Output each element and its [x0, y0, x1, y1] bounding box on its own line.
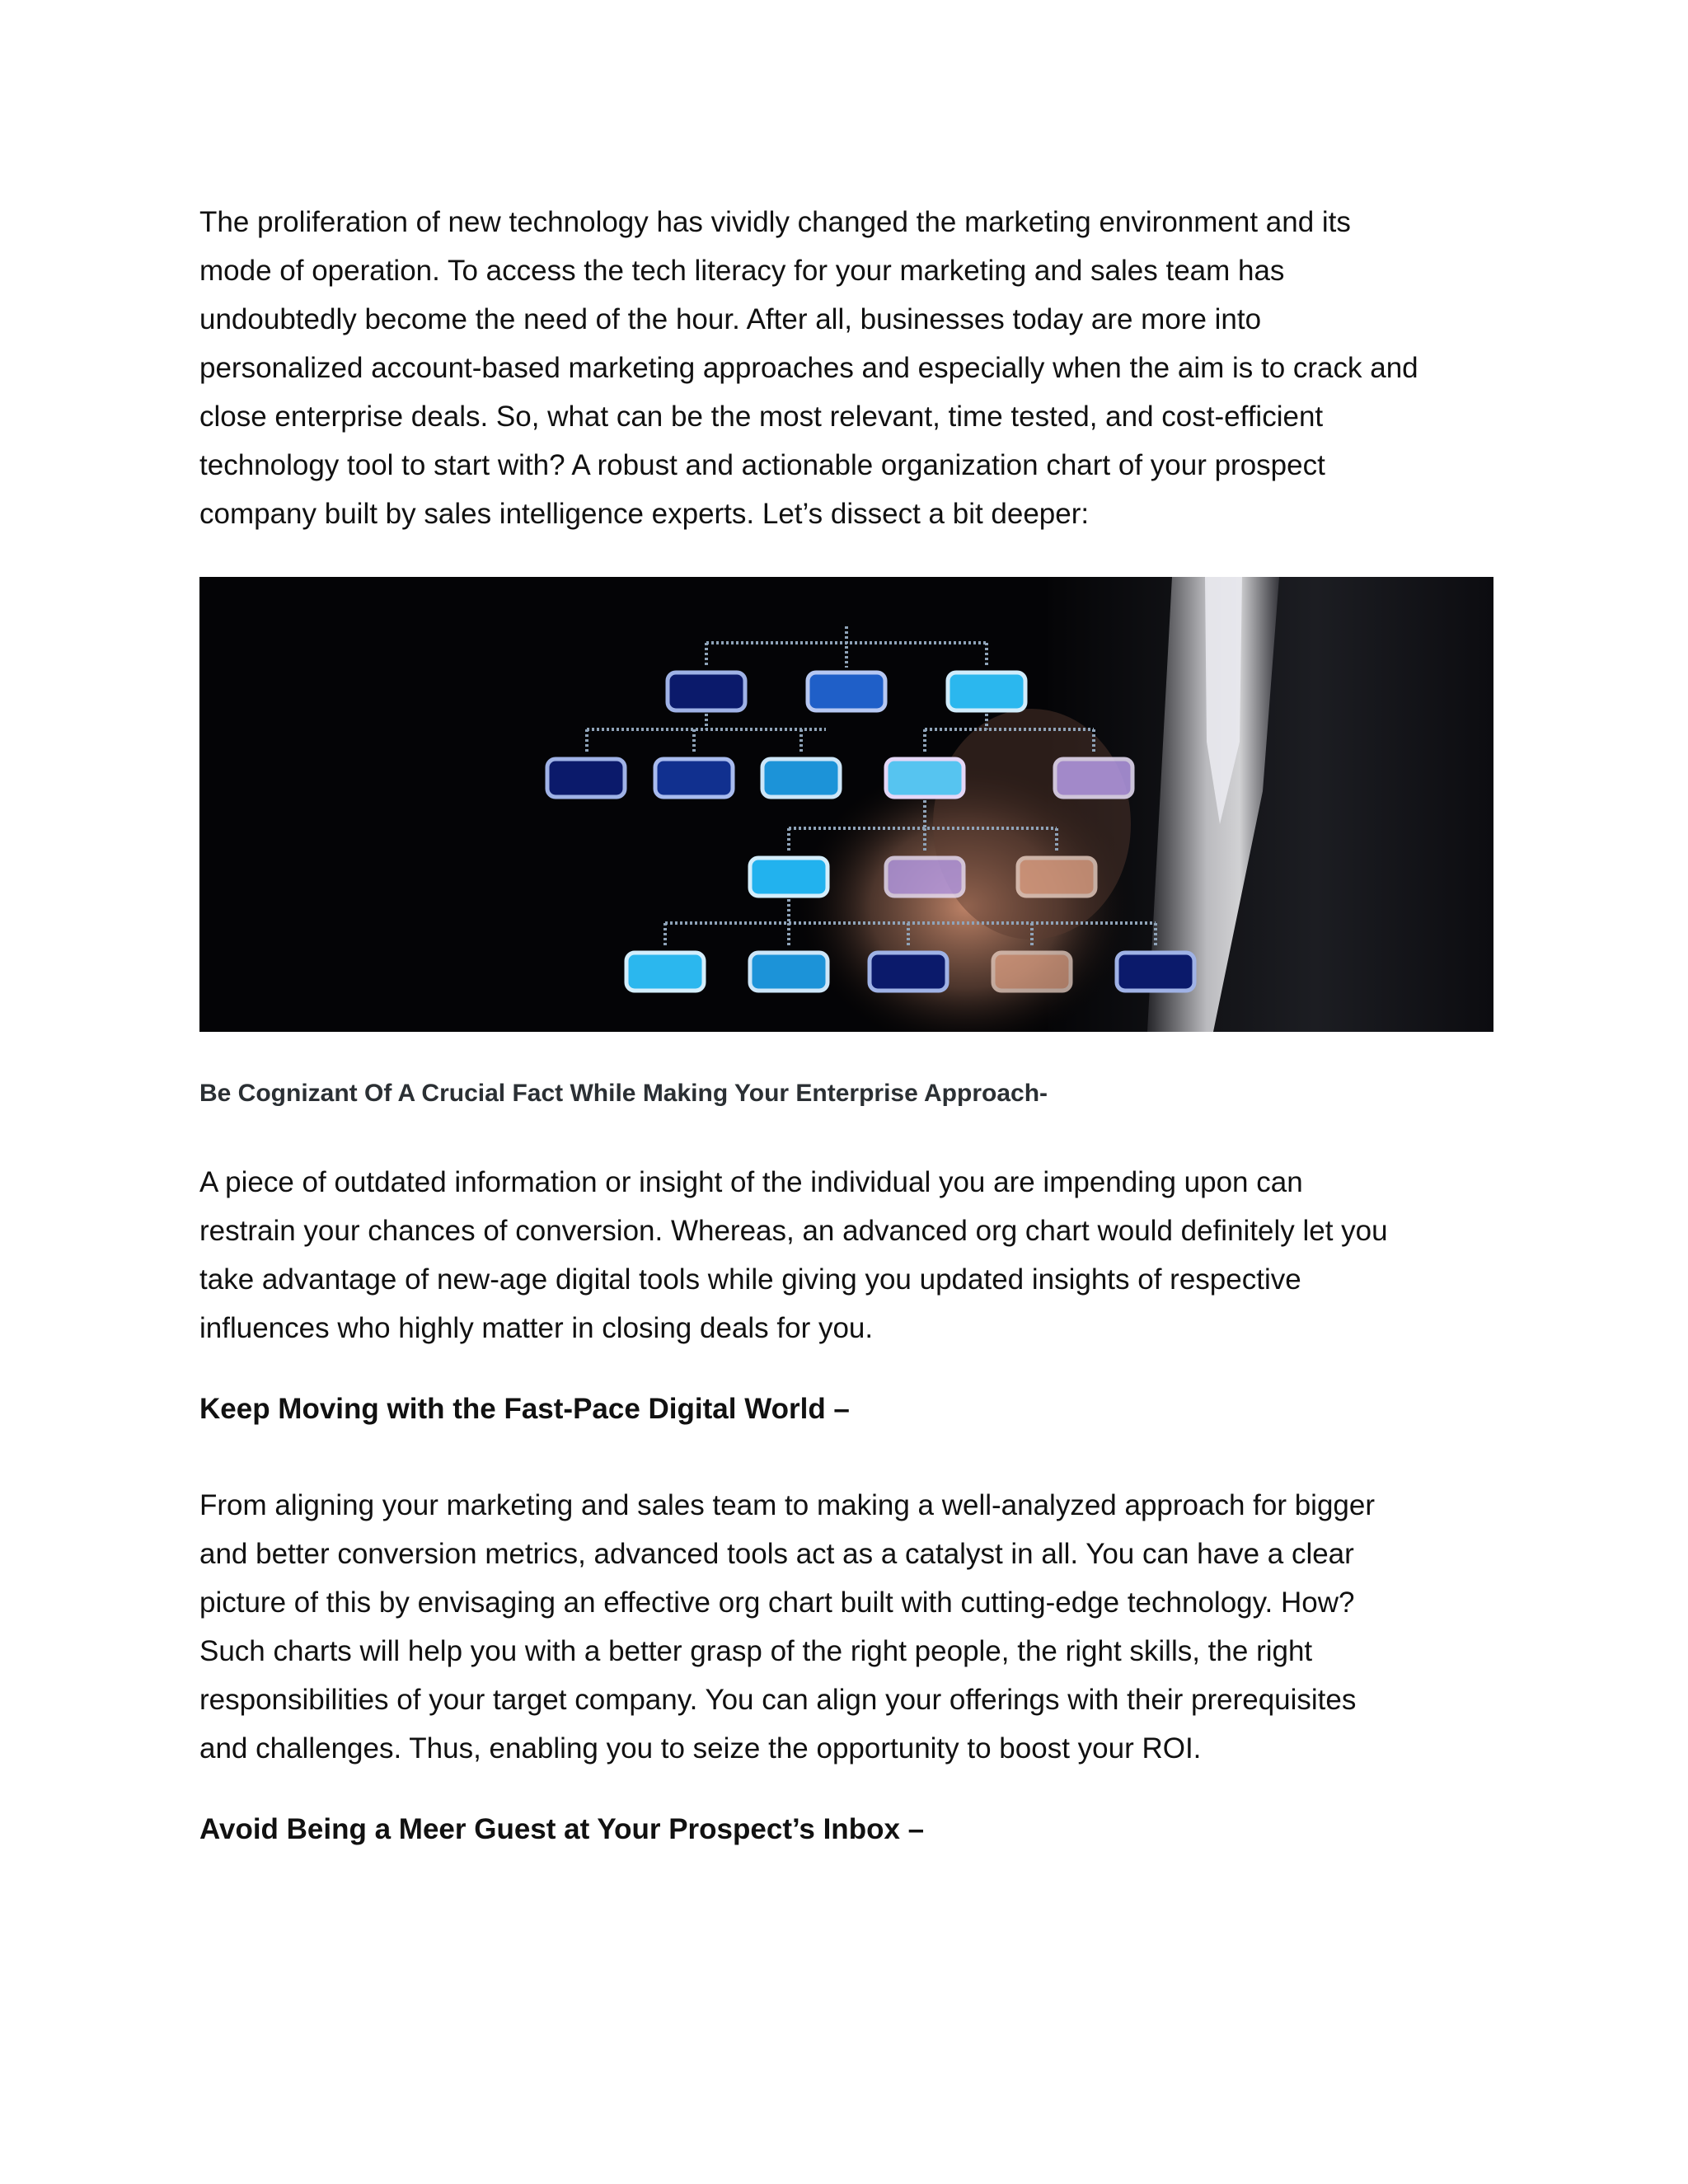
section2-paragraph: [199, 1481, 1500, 1773]
org-box: [1055, 759, 1132, 797]
text-line: and better conversion metrics, advanced tools act as a catalyst in all. You can have a clear: [199, 1538, 1354, 1570]
intro-text: [199, 198, 1500, 538]
arm-shape: [933, 709, 1131, 940]
org-box: [626, 953, 704, 991]
org-box: [750, 858, 828, 896]
org-box: [1117, 953, 1194, 991]
text-line: and challenges. Thus, enabling you to seize the opportunity to boost your ROI.: [199, 1732, 1202, 1765]
intro-paragraph: [199, 198, 1500, 538]
org-box: [1018, 858, 1095, 896]
text-line: company built by sales intelligence experts. Let’s dissect a bit deeper:: [199, 498, 1090, 530]
org-box: [547, 759, 625, 797]
section1-text: [199, 1158, 1500, 1352]
org-chart-illustration: [199, 577, 1493, 1032]
section-heading-enterprise-approach: Be Cognizant Of A Crucial Fact While Making Your Enterprise Approach-: [199, 1080, 1048, 1107]
org-box: [886, 759, 964, 797]
org-box: [808, 673, 885, 710]
text-line: personalized account-based marketing approaches and especially when the aim is to crack and: [199, 352, 1418, 384]
text-line: A piece of outdated information or insight of the individual you are impending upon can: [199, 1166, 1303, 1198]
org-box: [886, 858, 964, 896]
section1-paragraph: [199, 1158, 1500, 1352]
section-heading-fast-pace: Keep Moving with the Fast-Pace Digital World –: [199, 1393, 850, 1425]
org-box: [993, 953, 1071, 991]
org-box: [870, 953, 947, 991]
org-box: [655, 759, 733, 797]
org-box: [750, 953, 828, 991]
org-chart-photo: [199, 577, 1493, 1032]
text-line: restrain your chances of conversion. Whereas, an advanced org chart would definitely let you: [199, 1215, 1388, 1247]
text-line: mode of operation. To access the tech literacy for your marketing and sales team has: [199, 255, 1285, 287]
text-line: Such charts will help you with a better grasp of the right people, the right skills, the right: [199, 1635, 1313, 1667]
org-box: [948, 673, 1025, 710]
text-line: influences who highly matter in closing deals for you.: [199, 1312, 874, 1344]
text-line: close enterprise deals. So, what can be the most relevant, time tested, and cost-efficient: [199, 401, 1324, 433]
text-line: technology tool to start with? A robust and actionable organization chart of your prospect: [199, 449, 1325, 481]
text-line: undoubtedly become the need of the hour. After all, businesses today are more into: [199, 303, 1262, 335]
org-box: [762, 759, 840, 797]
text-line: The proliferation of new technology has vividly changed the marketing environment and its: [199, 206, 1351, 238]
org-box: [668, 673, 745, 710]
section-heading-prospect-inbox: Avoid Being a Meer Guest at Your Prospect’s Inbox –: [199, 1813, 925, 1845]
section2-text: [199, 1481, 1500, 1773]
text-line: picture of this by envisaging an effective org chart built with cutting-edge technology. How?: [199, 1586, 1355, 1619]
text-line: take advantage of new-age digital tools while giving you updated insights of respective: [199, 1263, 1301, 1296]
text-line: From aligning your marketing and sales team to making a well-analyzed approach for bigger: [199, 1489, 1376, 1521]
text-line: responsibilities of your target company. You can align your offerings with their prerequisites: [199, 1684, 1357, 1716]
